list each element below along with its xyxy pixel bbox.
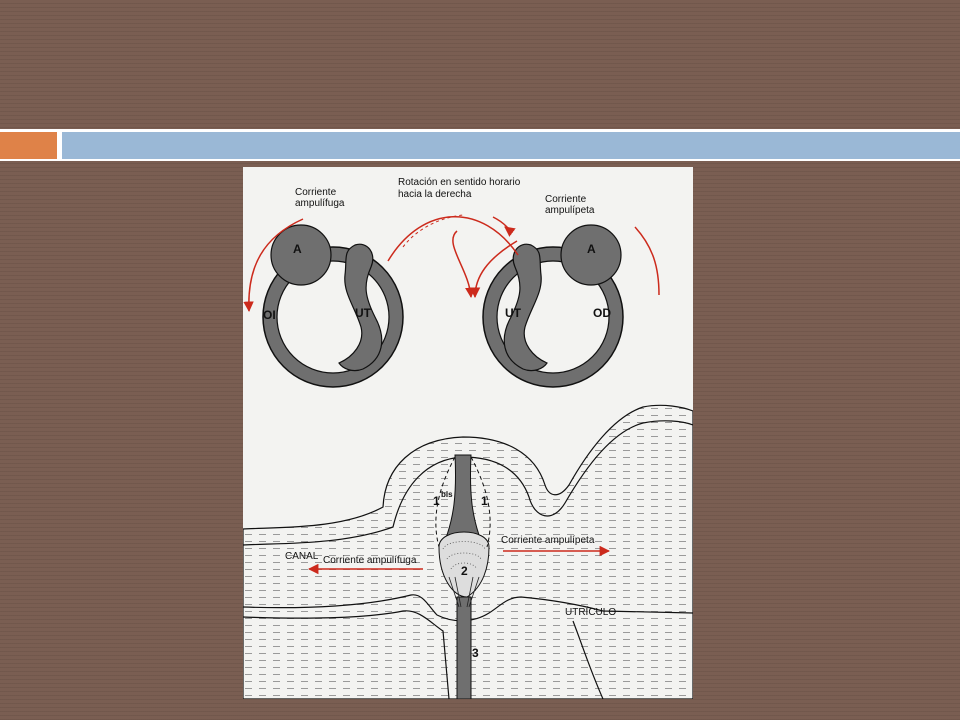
rotation-arrow-back	[403, 215, 463, 247]
right-current-label: Corriente ampulípeta	[501, 535, 595, 546]
left-ampullipetal-arrow	[453, 231, 471, 297]
right-od-label: OD	[593, 306, 611, 320]
label-3: 3	[472, 646, 479, 660]
utricle-label: UTRÍCULO	[565, 607, 617, 618]
title-bar	[62, 132, 960, 159]
left-oi-label: OI	[263, 308, 276, 322]
vestibular-figure	[243, 167, 693, 699]
canal-label: CANAL	[285, 551, 319, 562]
left-current-line2: ampulífuga	[295, 198, 345, 209]
rotation-arrowhead	[493, 217, 508, 229]
label-1bis-sup: bis	[441, 490, 453, 499]
rotation-title-line1: Rotación en sentido horario	[398, 177, 521, 188]
label-1bis: 1	[433, 494, 440, 508]
left-ampulla-label: A	[293, 242, 302, 256]
left-current-label: Corriente ampulífuga	[323, 555, 417, 566]
right-ampulla-label: A	[587, 242, 596, 256]
left-ut-label: UT	[355, 306, 371, 320]
bottom-rule	[0, 159, 960, 161]
right-current-line1: Corriente	[545, 194, 587, 205]
rotation-title-line2: hacia la derecha	[398, 189, 472, 200]
label-1: 1	[481, 494, 488, 508]
left-canal	[263, 225, 403, 387]
diagram-svg	[243, 167, 693, 699]
label-2: 2	[461, 564, 468, 578]
right-outer-arrow	[635, 227, 659, 295]
ampullar-nerve	[457, 597, 471, 699]
accent-block	[0, 132, 57, 159]
left-current-line1: Corriente	[295, 187, 337, 198]
right-ut-label: UT	[505, 306, 521, 320]
right-current-line2: ampulípeta	[545, 205, 595, 216]
